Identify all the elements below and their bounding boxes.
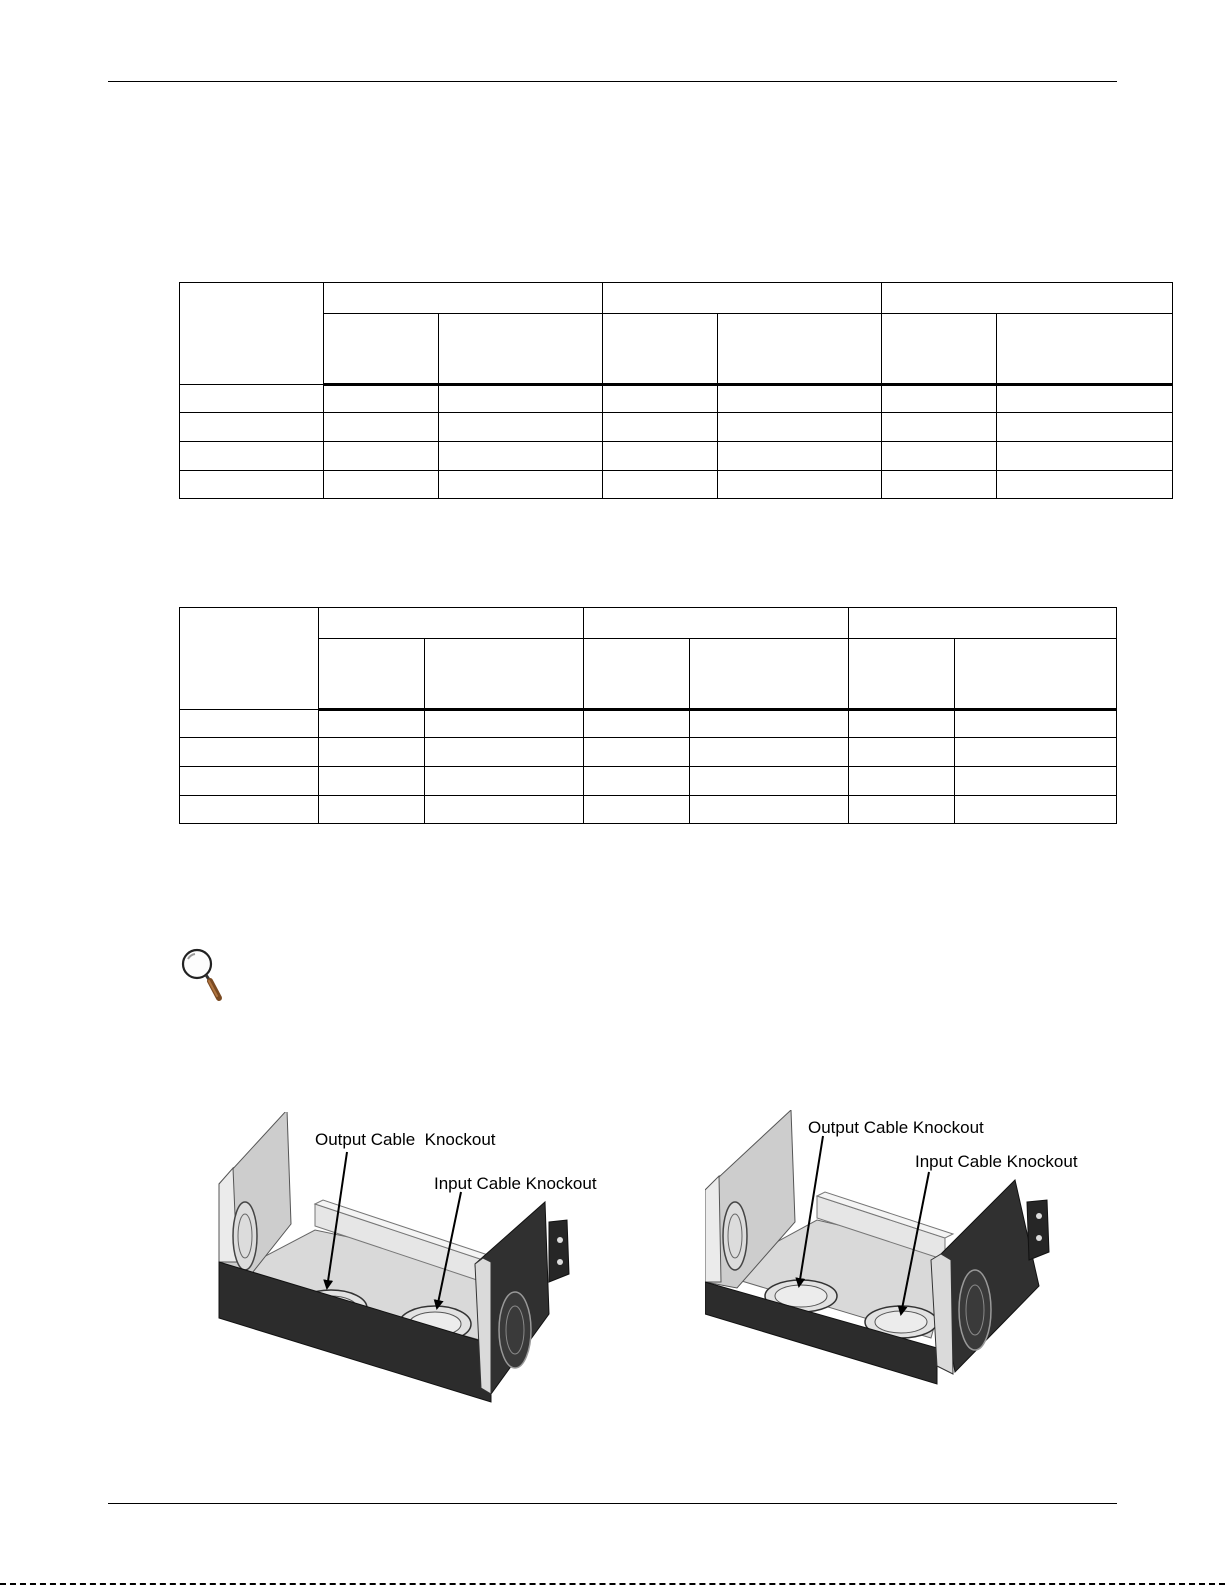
table-row (180, 442, 1173, 471)
table-cell (180, 738, 319, 767)
table-cell (849, 796, 955, 824)
table-cell (439, 385, 603, 413)
cable-box-figure-left (215, 1112, 635, 1412)
table-cell (718, 442, 882, 471)
footer-rule (108, 1503, 1117, 1504)
header-rule (108, 81, 1117, 82)
magnifier-icon (179, 948, 229, 1006)
table-cell (603, 385, 718, 413)
sub-header-cell (882, 314, 997, 385)
table-cell (849, 738, 955, 767)
table-cell (584, 738, 690, 767)
sub-header-cell (955, 639, 1117, 710)
table-corner-cell (180, 283, 324, 385)
input-knockout-label: Input Cable Knockout (434, 1174, 597, 1193)
table-cell (425, 710, 584, 738)
table-cell (584, 767, 690, 796)
table-cell (425, 767, 584, 796)
table-cell (882, 471, 997, 499)
table-cell (997, 471, 1173, 499)
table-cell (324, 385, 439, 413)
sub-header-cell (603, 314, 718, 385)
cable-box-drawing (215, 1112, 635, 1412)
table-cell (690, 738, 849, 767)
group-header-cell (603, 283, 882, 314)
table-cell (997, 442, 1173, 471)
output-knockout-label: Output Cable Knockout (808, 1118, 984, 1137)
table-cell (180, 767, 319, 796)
table-cell (603, 442, 718, 471)
table-cell (180, 710, 319, 738)
input-knockout-label: Input Cable Knockout (915, 1152, 1078, 1171)
table-cell (439, 413, 603, 442)
sub-header-cell (425, 639, 584, 710)
table-cell (425, 738, 584, 767)
table-cell (718, 413, 882, 442)
table-cell (603, 413, 718, 442)
spec-table-2 (179, 607, 1117, 824)
table-cell (439, 442, 603, 471)
table-cell (180, 413, 324, 442)
group-header-cell (584, 608, 849, 639)
table-row (180, 413, 1173, 442)
table-row (180, 471, 1173, 499)
table-row (180, 767, 1117, 796)
group-header-cell (319, 608, 584, 639)
output-knockout-label: Output Cable Knockout (315, 1130, 496, 1149)
table-row (180, 796, 1117, 824)
table-cell (955, 767, 1117, 796)
table-cell (955, 738, 1117, 767)
spec-table-1 (179, 282, 1173, 499)
table-cell (180, 796, 319, 824)
sub-header-cell (690, 639, 849, 710)
table-cell (324, 442, 439, 471)
table-cell (718, 385, 882, 413)
group-header-cell (882, 283, 1173, 314)
table-corner-cell (180, 608, 319, 710)
table-cell (584, 796, 690, 824)
table-cell (180, 471, 324, 499)
table-cell (955, 796, 1117, 824)
table-cell (882, 385, 997, 413)
table-cell (997, 413, 1173, 442)
table-cell (882, 442, 997, 471)
table-row (180, 385, 1173, 413)
table-row (180, 738, 1117, 767)
table-cell (425, 796, 584, 824)
table-cell (718, 471, 882, 499)
table-header-row (180, 608, 1117, 639)
table-cell (997, 385, 1173, 413)
table-cell (319, 796, 425, 824)
table-cell (849, 767, 955, 796)
group-header-cell (324, 283, 603, 314)
table-cell (319, 738, 425, 767)
sub-header-cell (849, 639, 955, 710)
table-cell (324, 413, 439, 442)
sub-header-cell (319, 639, 425, 710)
table-cell (955, 710, 1117, 738)
table-cell (180, 385, 324, 413)
table-cell (690, 796, 849, 824)
table-cell (439, 471, 603, 499)
table-cell (849, 710, 955, 738)
table-cell (319, 710, 425, 738)
sub-header-cell (997, 314, 1173, 385)
table-cell (603, 471, 718, 499)
table-cell (319, 767, 425, 796)
cable-box-figure-right (705, 1110, 1125, 1410)
table-cell (584, 710, 690, 738)
table-cell (324, 471, 439, 499)
sub-header-cell (718, 314, 882, 385)
table-cell (690, 710, 849, 738)
table-cell (882, 413, 997, 442)
table-subheader-row (180, 314, 1173, 385)
sub-header-cell (584, 639, 690, 710)
table-cell (180, 442, 324, 471)
table-header-row (180, 283, 1173, 314)
table-subheader-row (180, 639, 1117, 710)
sub-header-cell (324, 314, 439, 385)
table-cell (690, 767, 849, 796)
group-header-cell (849, 608, 1117, 639)
table-row (180, 710, 1117, 738)
sub-header-cell (439, 314, 603, 385)
